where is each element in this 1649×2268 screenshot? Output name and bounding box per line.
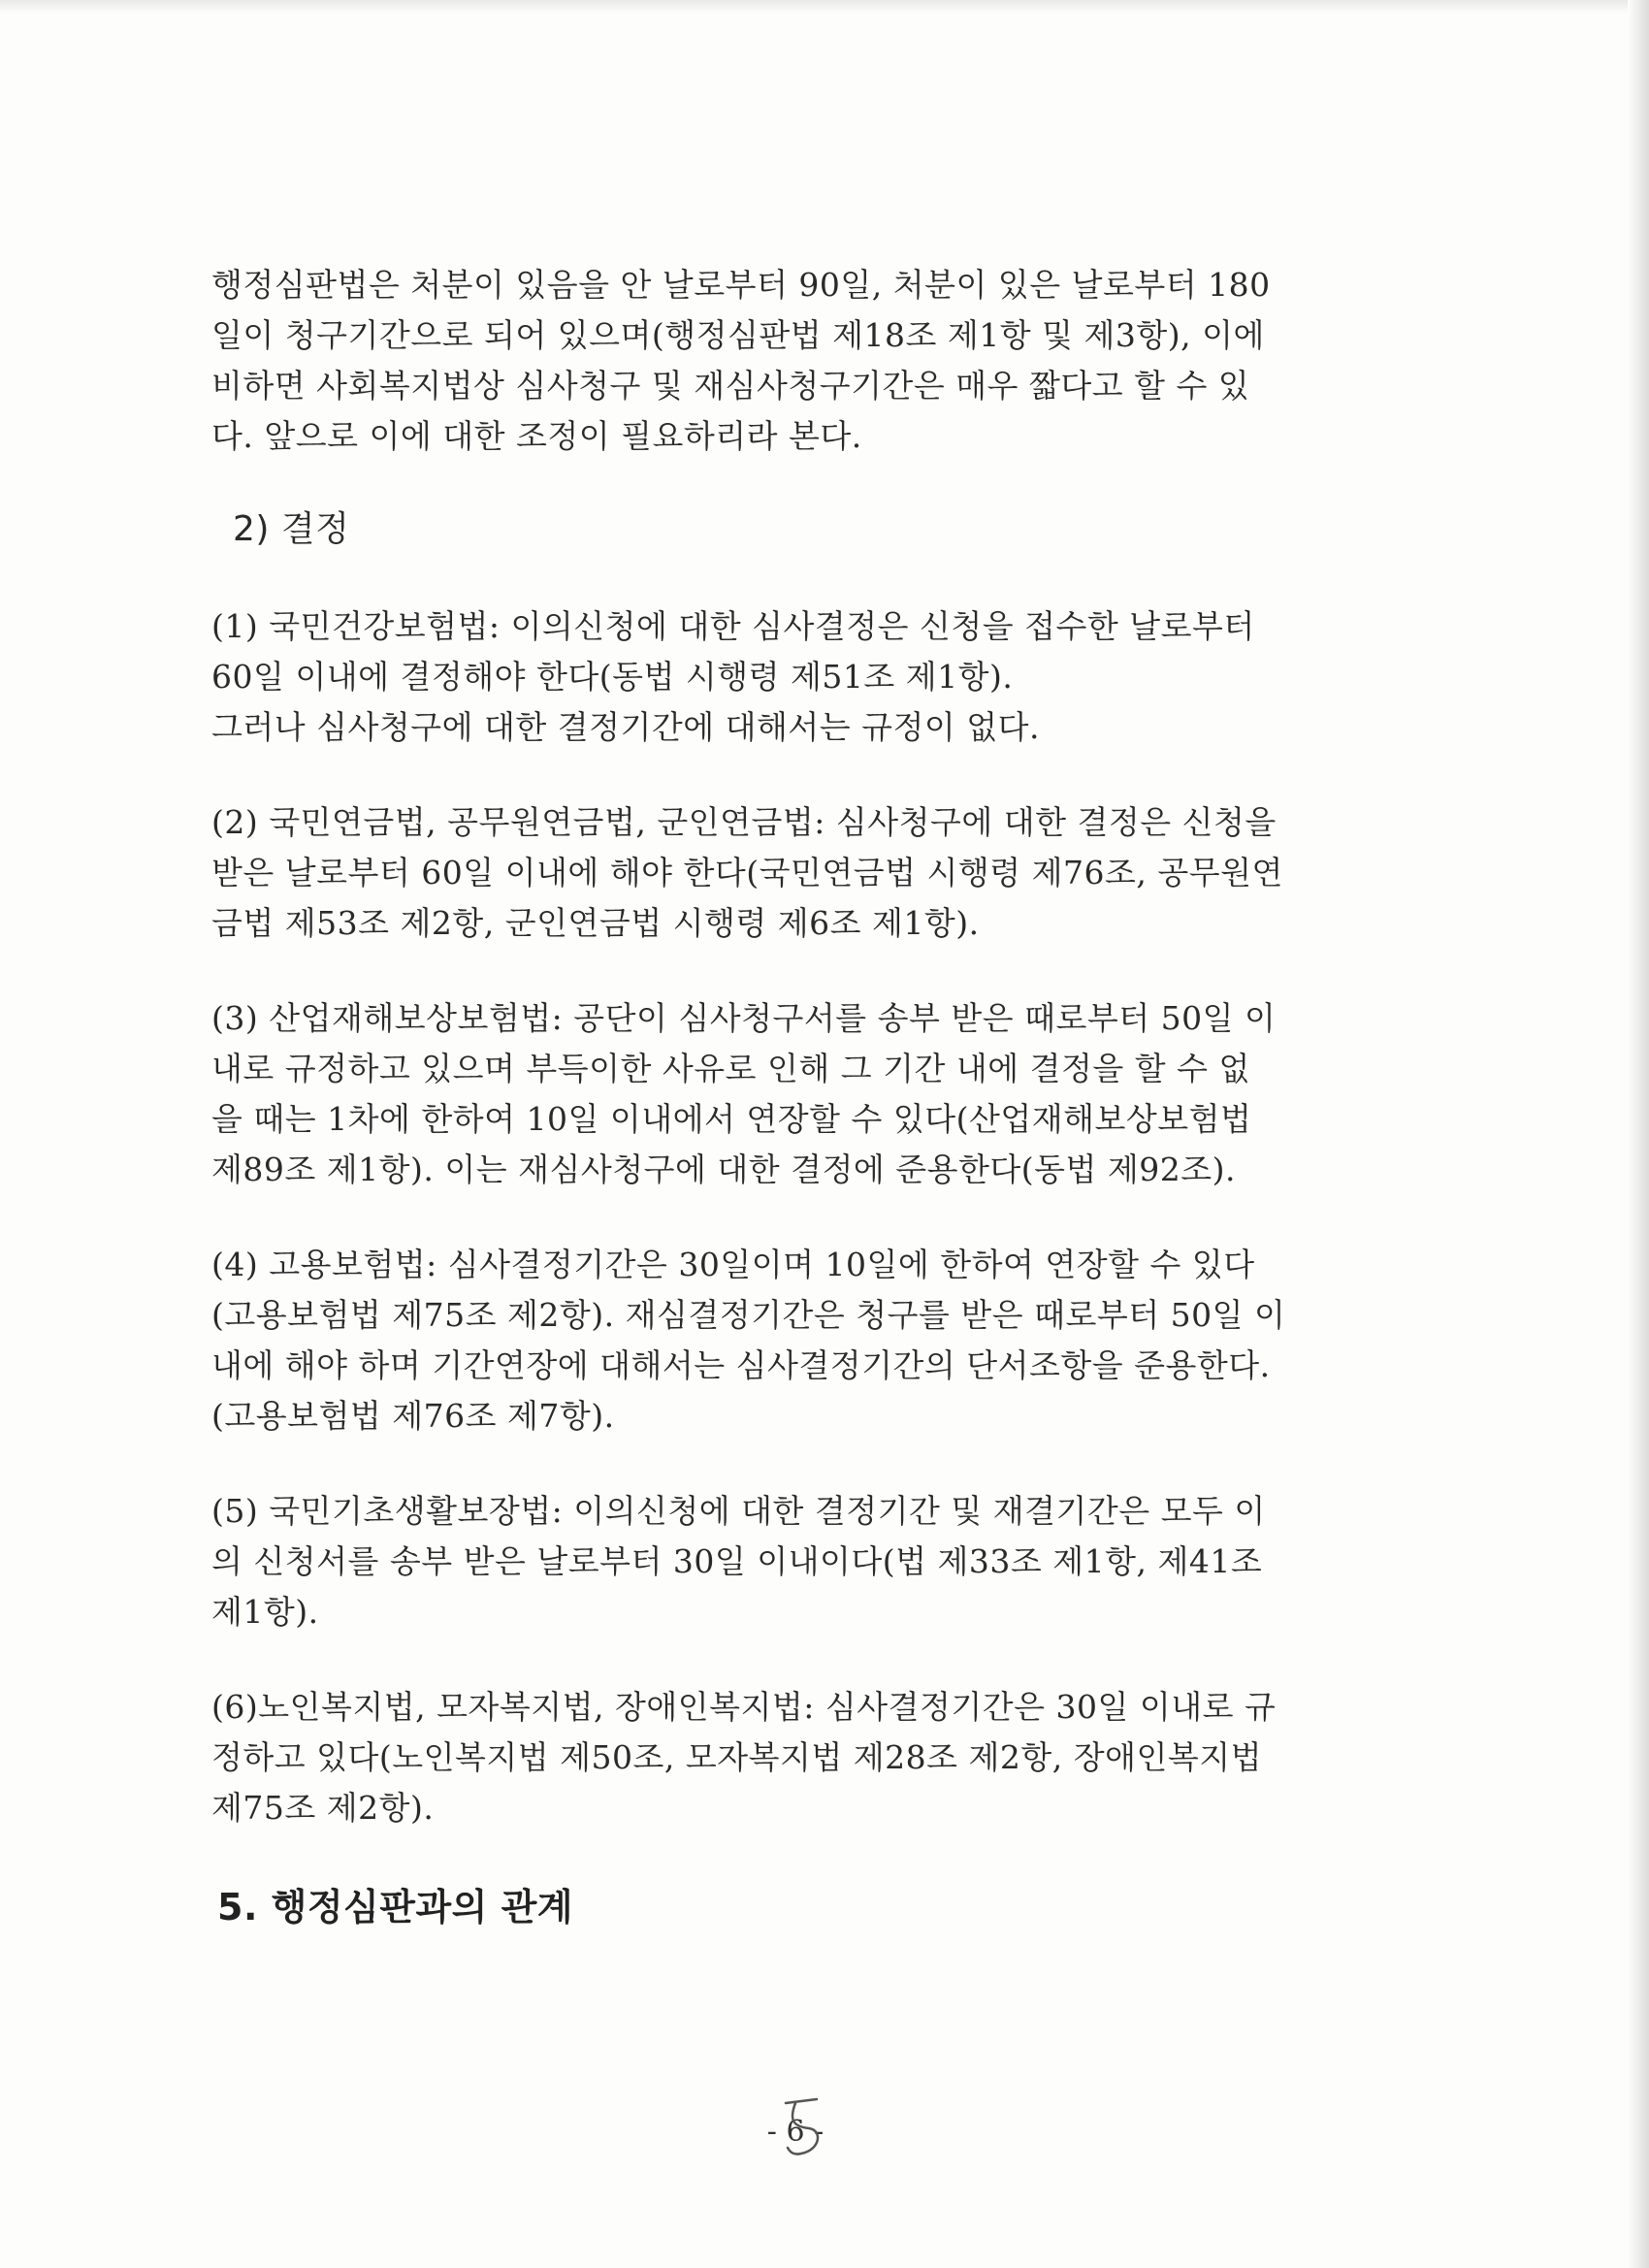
- text-line: (2) 국민연금법, 공무원연금법, 군인연금법: 심사청구에 대한 결정은 신청을: [211, 803, 1277, 841]
- text-line: 60일 이내에 결정해야 한다(동법 시행령 제51조 제1항).: [211, 658, 1014, 696]
- scan-edge-top: [0, 0, 1649, 14]
- decision-item-6: [211, 1682, 1366, 1833]
- handwritten-mark-icon: [776, 2095, 834, 2163]
- decision-item-4: [211, 1240, 1366, 1442]
- decision-item-3: [211, 993, 1366, 1195]
- text-line: 정하고 있다(노인복지법 제50조, 모자복지법 제28조 제2항, 장애인복지법: [211, 1738, 1262, 1776]
- text-line: 행정심판법은 처분이 있음을 안 날로부터 90일, 처분이 있은 날로부터 180: [211, 266, 1271, 304]
- text-line: (3) 산업재해보상보험법: 공단이 심사청구서를 송부 받은 때로부터 50일 이: [211, 999, 1277, 1037]
- text-line: 제75조 제2항).: [211, 1789, 435, 1827]
- text-line: (고용보험법 제76조 제7항).: [211, 1397, 615, 1435]
- text-line: 받은 날로부터 60일 이내에 해야 한다(국민연금법 시행령 제76조, 공무원연: [211, 854, 1283, 891]
- scan-edge-right: [1628, 0, 1649, 2268]
- text-line: 일이 청구기간으로 되어 있으며(행정심판법 제18조 제1항 및 제3항), 이에: [211, 316, 1265, 354]
- document-body: [211, 260, 1366, 1936]
- section-heading-decision: 2) 결정: [233, 509, 350, 549]
- text-line: 의 신청서를 송부 받은 날로부터 30일 이내이다(법 제33조 제1항, 제41조: [211, 1542, 1263, 1580]
- text-line: 그러나 심사청구에 대한 결정기간에 대해서는 규정이 없다.: [211, 708, 1040, 746]
- text-line: (1) 국민건강보험법: 이의신청에 대한 심사결정은 신청을 접수한 날로부터: [211, 607, 1255, 645]
- intro-paragraph: [211, 260, 1366, 462]
- text-line: 제1항).: [211, 1593, 319, 1631]
- decision-item-1: [211, 601, 1366, 753]
- text-line: 금법 제53조 제2항, 군인연금법 시행령 제6조 제1항).: [211, 904, 980, 942]
- text-line: 내에 해야 하며 기간연장에 대해서는 심사결정기간의 단서조항을 준용한다.: [211, 1346, 1271, 1384]
- text-line: (5) 국민기초생활보장법: 이의신청에 대한 결정기간 및 재결기간은 모두 이: [211, 1492, 1266, 1530]
- text-line: 내로 규정하고 있으며 부득이한 사유로 인해 그 기간 내에 결정을 할 수 없: [211, 1050, 1250, 1087]
- text-line: 다. 앞으로 이에 대한 조정이 필요하리라 본다.: [211, 417, 862, 455]
- text-line: 비하면 사회복지법상 심사청구 및 재심사청구기간은 매우 짧다고 할 수 있: [211, 367, 1250, 405]
- text-line: 을 때는 1차에 한하여 10일 이내에서 연장할 수 있다(산업재해보상보험법: [211, 1100, 1252, 1138]
- decision-item-5: [211, 1486, 1366, 1637]
- text-line: (4) 고용보험법: 심사결정기간은 30일이며 10일에 한하여 연장할 수 있다: [211, 1246, 1255, 1283]
- page-number: - 6 -: [766, 2115, 824, 2149]
- section-heading-admin-appeal: 5. 행정심판과의 관계: [217, 1886, 573, 1928]
- text-line: 제89조 제1항). 이는 재심사청구에 대한 결정에 준용한다(동법 제92조).: [211, 1150, 1236, 1188]
- text-line: (고용보험법 제75조 제2항). 재심결정기간은 청구를 받은 때로부터 50일 이: [211, 1296, 1286, 1334]
- text-line: (6)노인복지법, 모자복지법, 장애인복지법: 심사결정기간은 30일 이내로 규: [211, 1688, 1277, 1726]
- decision-item-2: [211, 797, 1366, 949]
